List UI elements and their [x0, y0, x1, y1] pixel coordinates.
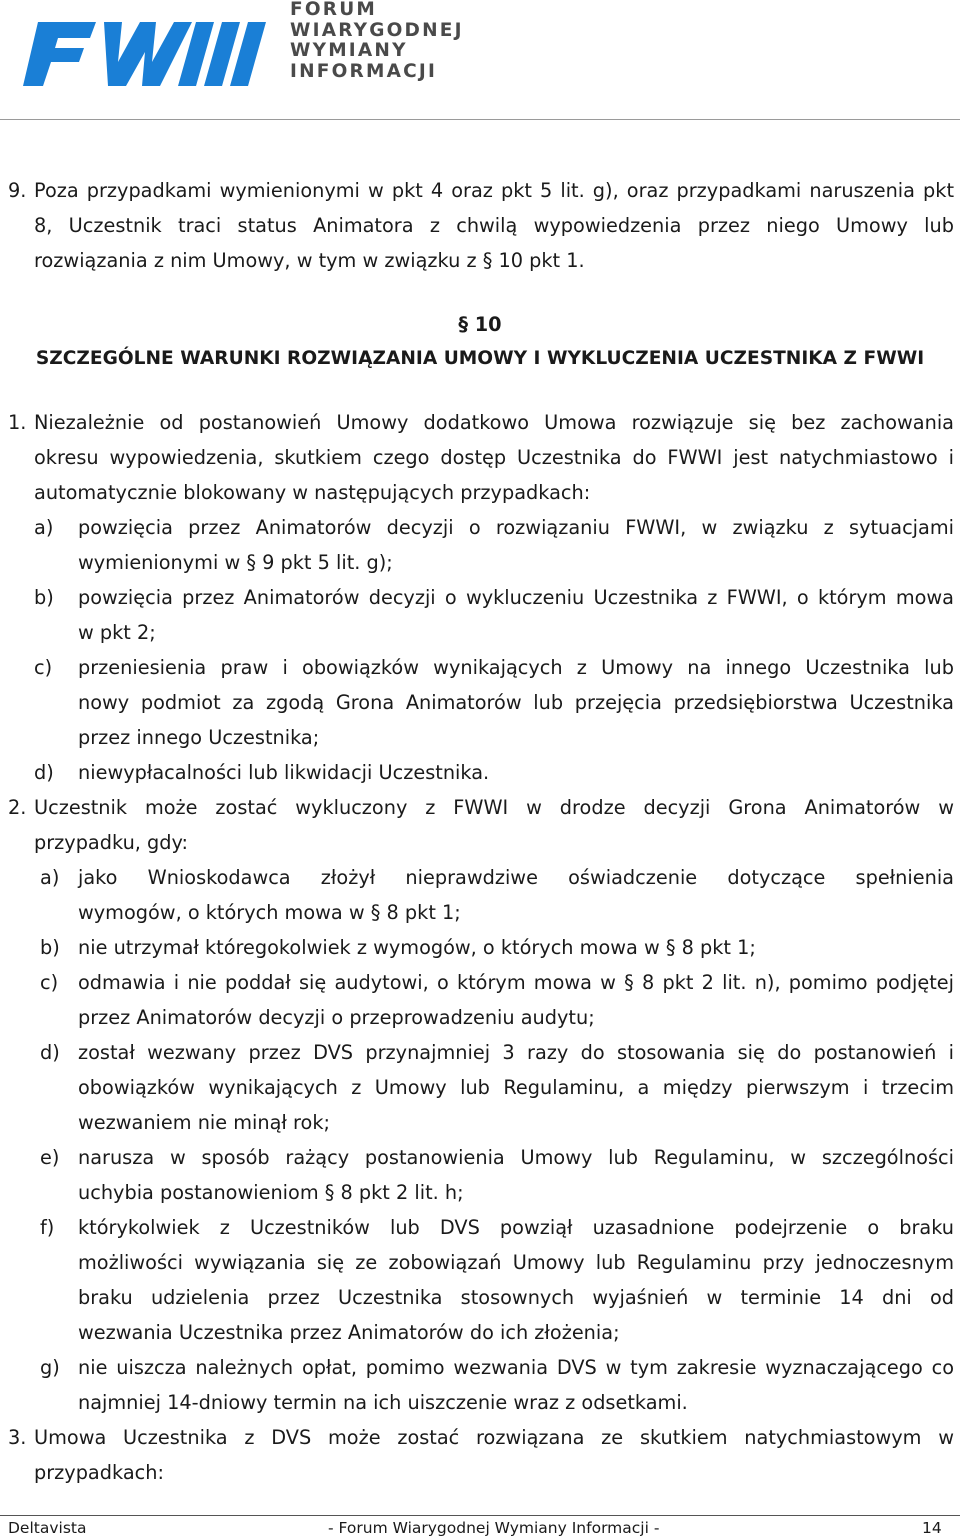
text-line: uchybia postanowieniom § 8 pkt 2 lit. h; [78, 1181, 464, 1204]
text-line: braku udzielenia przez Uczestnika stosownych wyjaśnień w terminie 14 dni od [78, 1286, 954, 1309]
section-title: SZCZEGÓLNE WARUNKI ROZWIĄZANIA UMOWY I WYKLUCZENIA UCZESTNIKA Z FWWI [35, 348, 925, 369]
page-number: 14 [922, 1519, 942, 1537]
logo-line: INFORMACJI [290, 60, 438, 82]
page-header [0, 0, 960, 120]
text-line: nie uiszcza należnych opłat, pomimo wezwania DVS w tym zakresie wyznaczającego co [78, 1356, 954, 1379]
list-letter: d) [40, 1041, 60, 1064]
text-line: Poza przypadkami wymienionymi w pkt 4 oraz pkt 5 lit. g), oraz przypadkami naruszenia pkt [34, 179, 954, 202]
text-line: którykolwiek z Uczestników lub DVS powziął uzasadnione podejrzenie o braku [78, 1216, 954, 1239]
text-line: odmawia i nie poddał się audytowi, o którym mowa w § 8 pkt 2 lit. n), pomimo podjętej [78, 971, 954, 994]
list-number: 2. [8, 796, 27, 819]
list-letter: a) [40, 866, 60, 889]
text-line: rozwiązania z nim Umowy, w tym w związku z § 10 pkt 1. [34, 249, 585, 272]
text-line: możliwości wywiązania się ze zobowiązań Umowy lub Regulaminu przy jednoczesnym [78, 1251, 954, 1274]
list-letter: d) [34, 761, 54, 784]
text-line: powzięcia przez Animatorów decyzji o wykluczeniu Uczestnika z FWWI, o którym mowa [78, 586, 954, 609]
list-number: 3. [8, 1426, 27, 1449]
text-line: okresu wypowiedzenia, skutkiem czego dostęp Uczestnika do FWWI jest natychmiastowo i [34, 446, 954, 469]
list-number: 9. [8, 179, 27, 202]
text-line: nie utrzymał któregokolwiek z wymogów, o których mowa w § 8 pkt 1; [78, 936, 756, 959]
text-line: powzięcia przez Animatorów decyzji o rozwiązaniu FWWI, w związku z sytuacjami [78, 516, 954, 539]
logo-line: WYMIANY [290, 40, 408, 61]
list-letter: b) [40, 936, 60, 959]
list-letter: c) [34, 656, 53, 679]
list-letter: e) [40, 1146, 60, 1169]
list-letter: b) [34, 586, 54, 609]
text-line: automatycznie blokowany w następujących przypadkach: [34, 481, 591, 504]
text-line: 8, Uczestnik traci status Animatora z chwilą wypowiedzenia przez niego Umowy lub [34, 214, 954, 237]
list-letter: c) [40, 971, 59, 994]
section-number: § 10 [458, 313, 502, 336]
text-line: najmniej 14-dniowy termin na ich uiszczenie wraz z odsetkami. [78, 1391, 688, 1414]
text-line: w pkt 2; [78, 621, 156, 644]
footer-company: Deltavista [8, 1519, 87, 1537]
logo-line: FORUM [290, 0, 378, 20]
text-line: Umowa Uczestnika z DVS może zostać rozwiązana ze skutkiem natychmiastowym w [34, 1426, 954, 1449]
list-letter: g) [40, 1356, 60, 1379]
footer-title: - Forum Wiarygodnej Wymiany Informacji - [328, 1519, 660, 1537]
text-line: niewypłacalności lub likwidacji Uczestnika. [78, 761, 490, 784]
header-divider [0, 119, 960, 120]
text-line: wymogów, o których mowa w § 8 pkt 1; [78, 901, 461, 924]
logo-line: WIARYGODNEJ [290, 19, 464, 41]
footer-divider [0, 1515, 960, 1516]
text-line: obowiązków wynikających z Umowy lub Regulaminu, a między pierwszym i trzecim [78, 1076, 954, 1099]
list-letter: f) [40, 1216, 55, 1239]
text-line: wezwania Uczestnika przez Animatorów do ich złożenia; [78, 1321, 620, 1344]
logo-wordmark [290, 0, 464, 82]
text-line: został wezwany przez DVS przynajmniej 3 razy do stosowania się do postanowień i [78, 1041, 954, 1064]
text-line: przez innego Uczestnika; [78, 726, 320, 749]
text-line: przypadku, gdy: [34, 831, 189, 854]
text-line: wymienionymi w § 9 pkt 5 lit. g); [78, 551, 393, 574]
text-line: przeniesienia praw i obowiązków wynikających z Umowy na innego Uczestnika lub [78, 656, 954, 679]
list-number: 1. [8, 411, 27, 434]
text-line: wezwaniem nie minął rok; [78, 1111, 331, 1134]
list-letter: a) [34, 516, 54, 539]
text-line: jako Wnioskodawca złożył nieprawdziwe oświadczenie dotyczące spełnienia [78, 866, 954, 889]
text-line: Niezależnie od postanowień Umowy dodatkowo Umowa rozwiązuje się bez zachowania [34, 411, 954, 434]
text-line: Uczestnik może zostać wykluczony z FWWI w drodze decyzji Grona Animatorów w [34, 796, 954, 819]
text-line: nowy podmiot za zgodą Grona Animatorów lub przejęcia przedsiębiorstwa Uczestnika [78, 691, 954, 714]
fwwi-logo-icon [0, 0, 270, 110]
text-line: przypadkach: [34, 1461, 164, 1484]
text-line: narusza w sposób rażący postanowienia Umowy lub Regulaminu, w szczególności [78, 1146, 954, 1169]
text-line: przez Animatorów decyzji o przeprowadzeniu audytu; [78, 1006, 595, 1029]
